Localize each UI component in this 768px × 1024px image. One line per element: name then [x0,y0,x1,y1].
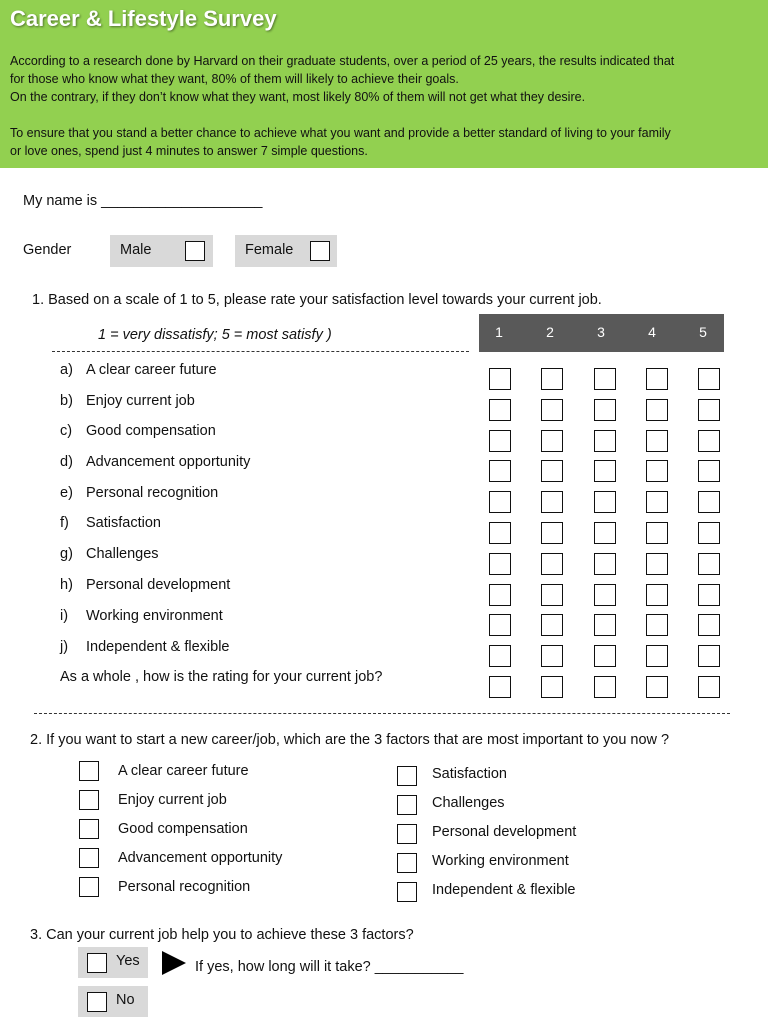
intro-line-2: for those who know what they want, 80% of them will likely to achieve their goals. [10,72,459,86]
q1-rating-checkbox-3[interactable] [594,522,616,544]
scale-4: 4 [648,324,656,340]
intro-line-1: According to a research done by Harvard on their graduate students, over a period of 25 years, the results indicated that [10,54,675,68]
q1-rating-checkbox-4[interactable] [646,430,668,452]
q1-item-label: Personal development [86,577,231,593]
q1-item-letter: e) [60,485,73,501]
q1-rating-checkbox-1[interactable] [489,522,511,544]
q2-checkbox[interactable] [397,795,417,815]
q1-rating-checkbox-3[interactable] [594,584,616,606]
q3-yes-option[interactable] [78,947,148,978]
q2-checkbox[interactable] [397,853,417,873]
q1-rating-checkbox-4[interactable] [646,584,668,606]
q1-rating-checkbox-3[interactable] [594,676,616,698]
q1-rating-checkbox-3[interactable] [594,645,616,667]
q2-option-label: Enjoy current job [118,792,227,808]
gender-male-label: Male [120,242,152,258]
q1-rating-checkbox-1[interactable] [489,430,511,452]
section-divider [34,713,730,714]
q1-rating-checkbox-3[interactable] [594,430,616,452]
q1-rating-checkbox-4[interactable] [646,614,668,636]
q2-option-label: Challenges [432,795,505,811]
q3-no-label: No [116,992,135,1008]
q1-rating-checkbox-2[interactable] [541,584,563,606]
q1-rating-checkbox-5[interactable] [698,368,720,390]
q1-rating-checkbox-4[interactable] [646,676,668,698]
q1-rating-checkbox-4[interactable] [646,553,668,575]
q2-option-label: Working environment [432,853,569,869]
q1-item-label: Working environment [86,608,223,624]
q1-rating-checkbox-4[interactable] [646,460,668,482]
q1-rating-checkbox-3[interactable] [594,614,616,636]
q2-option-label: Personal development [432,824,577,840]
q1-item-label: Enjoy current job [86,393,195,409]
q1-item-letter: a) [60,362,73,378]
q1-rating-checkbox-2[interactable] [541,676,563,698]
q1-rating-checkbox-5[interactable] [698,614,720,636]
q1-rating-checkbox-1[interactable] [489,553,511,575]
q1-item-label: Satisfaction [86,515,161,531]
q2-option-label: Personal recognition [118,879,251,895]
q1-overall-question: As a whole , how is the rating for your current job? [60,669,383,685]
survey-title: Career & Lifestyle Survey [10,6,277,31]
intro-line-4: To ensure that you stand a better chance to achieve what you want and provide a better standard of living to your family [10,126,671,140]
q1-rating-checkbox-3[interactable] [594,491,616,513]
q2-checkbox[interactable] [79,848,99,868]
q1-rating-checkbox-1[interactable] [489,584,511,606]
q1-rating-checkbox-4[interactable] [646,645,668,667]
q1-rating-checkbox-5[interactable] [698,491,720,513]
scale-1: 1 [495,324,503,340]
q1-item-letter: i) [60,608,69,624]
gender-female-checkbox[interactable] [310,241,330,261]
scale-3: 3 [597,324,605,340]
name-field[interactable]: My name is ____________________ [23,193,263,209]
q2-checkbox[interactable] [79,790,99,810]
q1-item-letter: j) [60,639,69,655]
q2-checkbox[interactable] [79,877,99,897]
q1-scale-legend: 1 = very dissatisfy; 5 = most satisfy ) [98,327,332,343]
q1-rating-checkbox-1[interactable] [489,645,511,667]
q1-rating-checkbox-5[interactable] [698,553,720,575]
q2-option-label: Independent & flexible [432,882,576,898]
q1-rating-checkbox-5[interactable] [698,584,720,606]
q1-rating-checkbox-5[interactable] [698,399,720,421]
q2-checkbox[interactable] [397,824,417,844]
q1-item-letter: c) [60,423,73,439]
q1-rating-checkbox-4[interactable] [646,491,668,513]
q2-option-label: Advancement opportunity [118,850,283,866]
q1-rating-checkbox-1[interactable] [489,399,511,421]
q1-item-letter: h) [60,577,73,593]
scale-5: 5 [699,324,707,340]
q1-rating-checkbox-2[interactable] [541,645,563,667]
q1-rating-checkbox-3[interactable] [594,368,616,390]
q1-question: 1. Based on a scale of 1 to 5, please rate your satisfaction level towards your current job. [32,292,602,308]
q1-rating-checkbox-3[interactable] [594,399,616,421]
intro-line-3: On the contrary, if they don’t know what they want, most likely 80% of them will not get what they desire. [10,90,586,104]
q1-rating-checkbox-2[interactable] [541,430,563,452]
q1-rating-checkbox-2[interactable] [541,399,563,421]
q1-scale-header [479,314,724,352]
q3-yes-checkbox[interactable] [87,953,107,973]
intro-line-5: or love ones, spend just 4 minutes to answer 7 simple questions. [10,144,368,158]
gender-female-option[interactable] [235,235,337,267]
q1-rating-checkbox-1[interactable] [489,491,511,513]
q1-rating-checkbox-2[interactable] [541,491,563,513]
q1-rating-checkbox-3[interactable] [594,553,616,575]
q1-item-label: Independent & flexible [86,639,230,655]
q1-rating-checkbox-5[interactable] [698,430,720,452]
arrow-right-icon [162,951,186,975]
q1-item-label: A clear career future [86,362,217,378]
q1-item-letter: d) [60,454,73,470]
survey-header [0,0,768,168]
gender-male-checkbox[interactable] [185,241,205,261]
q1-item-label: Advancement opportunity [86,454,251,470]
q3-yes-label: Yes [116,953,140,969]
q2-option-label: A clear career future [118,763,249,779]
q1-rating-checkbox-5[interactable] [698,676,720,698]
q3-followup[interactable]: If yes, how long will it take? ___________ [195,959,464,975]
q2-option-label: Good compensation [118,821,248,837]
gender-label: Gender [23,242,72,258]
q1-item-label: Personal recognition [86,485,219,501]
q1-rating-checkbox-1[interactable] [489,614,511,636]
gender-male-option[interactable] [110,235,213,267]
q2-checkbox[interactable] [79,761,99,781]
q1-rating-checkbox-2[interactable] [541,522,563,544]
q1-rating-checkbox-5[interactable] [698,645,720,667]
q2-option-label: Satisfaction [432,766,507,782]
q3-question: 3. Can your current job help you to achieve these 3 factors? [30,927,414,943]
q2-checkbox[interactable] [397,766,417,786]
q1-item-letter: g) [60,546,73,562]
q1-rating-checkbox-1[interactable] [489,460,511,482]
q1-item-letter: f) [60,515,69,531]
q1-rating-checkbox-5[interactable] [698,460,720,482]
q2-checkbox[interactable] [79,819,99,839]
q1-item-label: Challenges [86,546,159,562]
gender-female-label: Female [245,242,294,258]
q1-rating-checkbox-4[interactable] [646,368,668,390]
q1-rating-checkbox-2[interactable] [541,553,563,575]
q1-item-label: Good compensation [86,423,216,439]
q1-rating-checkbox-4[interactable] [646,522,668,544]
q1-rating-checkbox-5[interactable] [698,522,720,544]
q3-no-option[interactable] [78,986,148,1017]
q1-rating-checkbox-1[interactable] [489,368,511,390]
q1-item-letter: b) [60,393,73,409]
q3-no-checkbox[interactable] [87,992,107,1012]
q1-rating-checkbox-2[interactable] [541,368,563,390]
scale-2: 2 [546,324,554,340]
q1-rating-checkbox-2[interactable] [541,614,563,636]
q1-rating-checkbox-4[interactable] [646,399,668,421]
q1-legend-divider [52,351,469,352]
q2-question: 2. If you want to start a new career/job, which are the 3 factors that are most important to you now ? [30,732,670,748]
q2-checkbox[interactable] [397,882,417,902]
q1-rating-checkbox-3[interactable] [594,460,616,482]
q1-rating-checkbox-1[interactable] [489,676,511,698]
q1-rating-checkbox-2[interactable] [541,460,563,482]
